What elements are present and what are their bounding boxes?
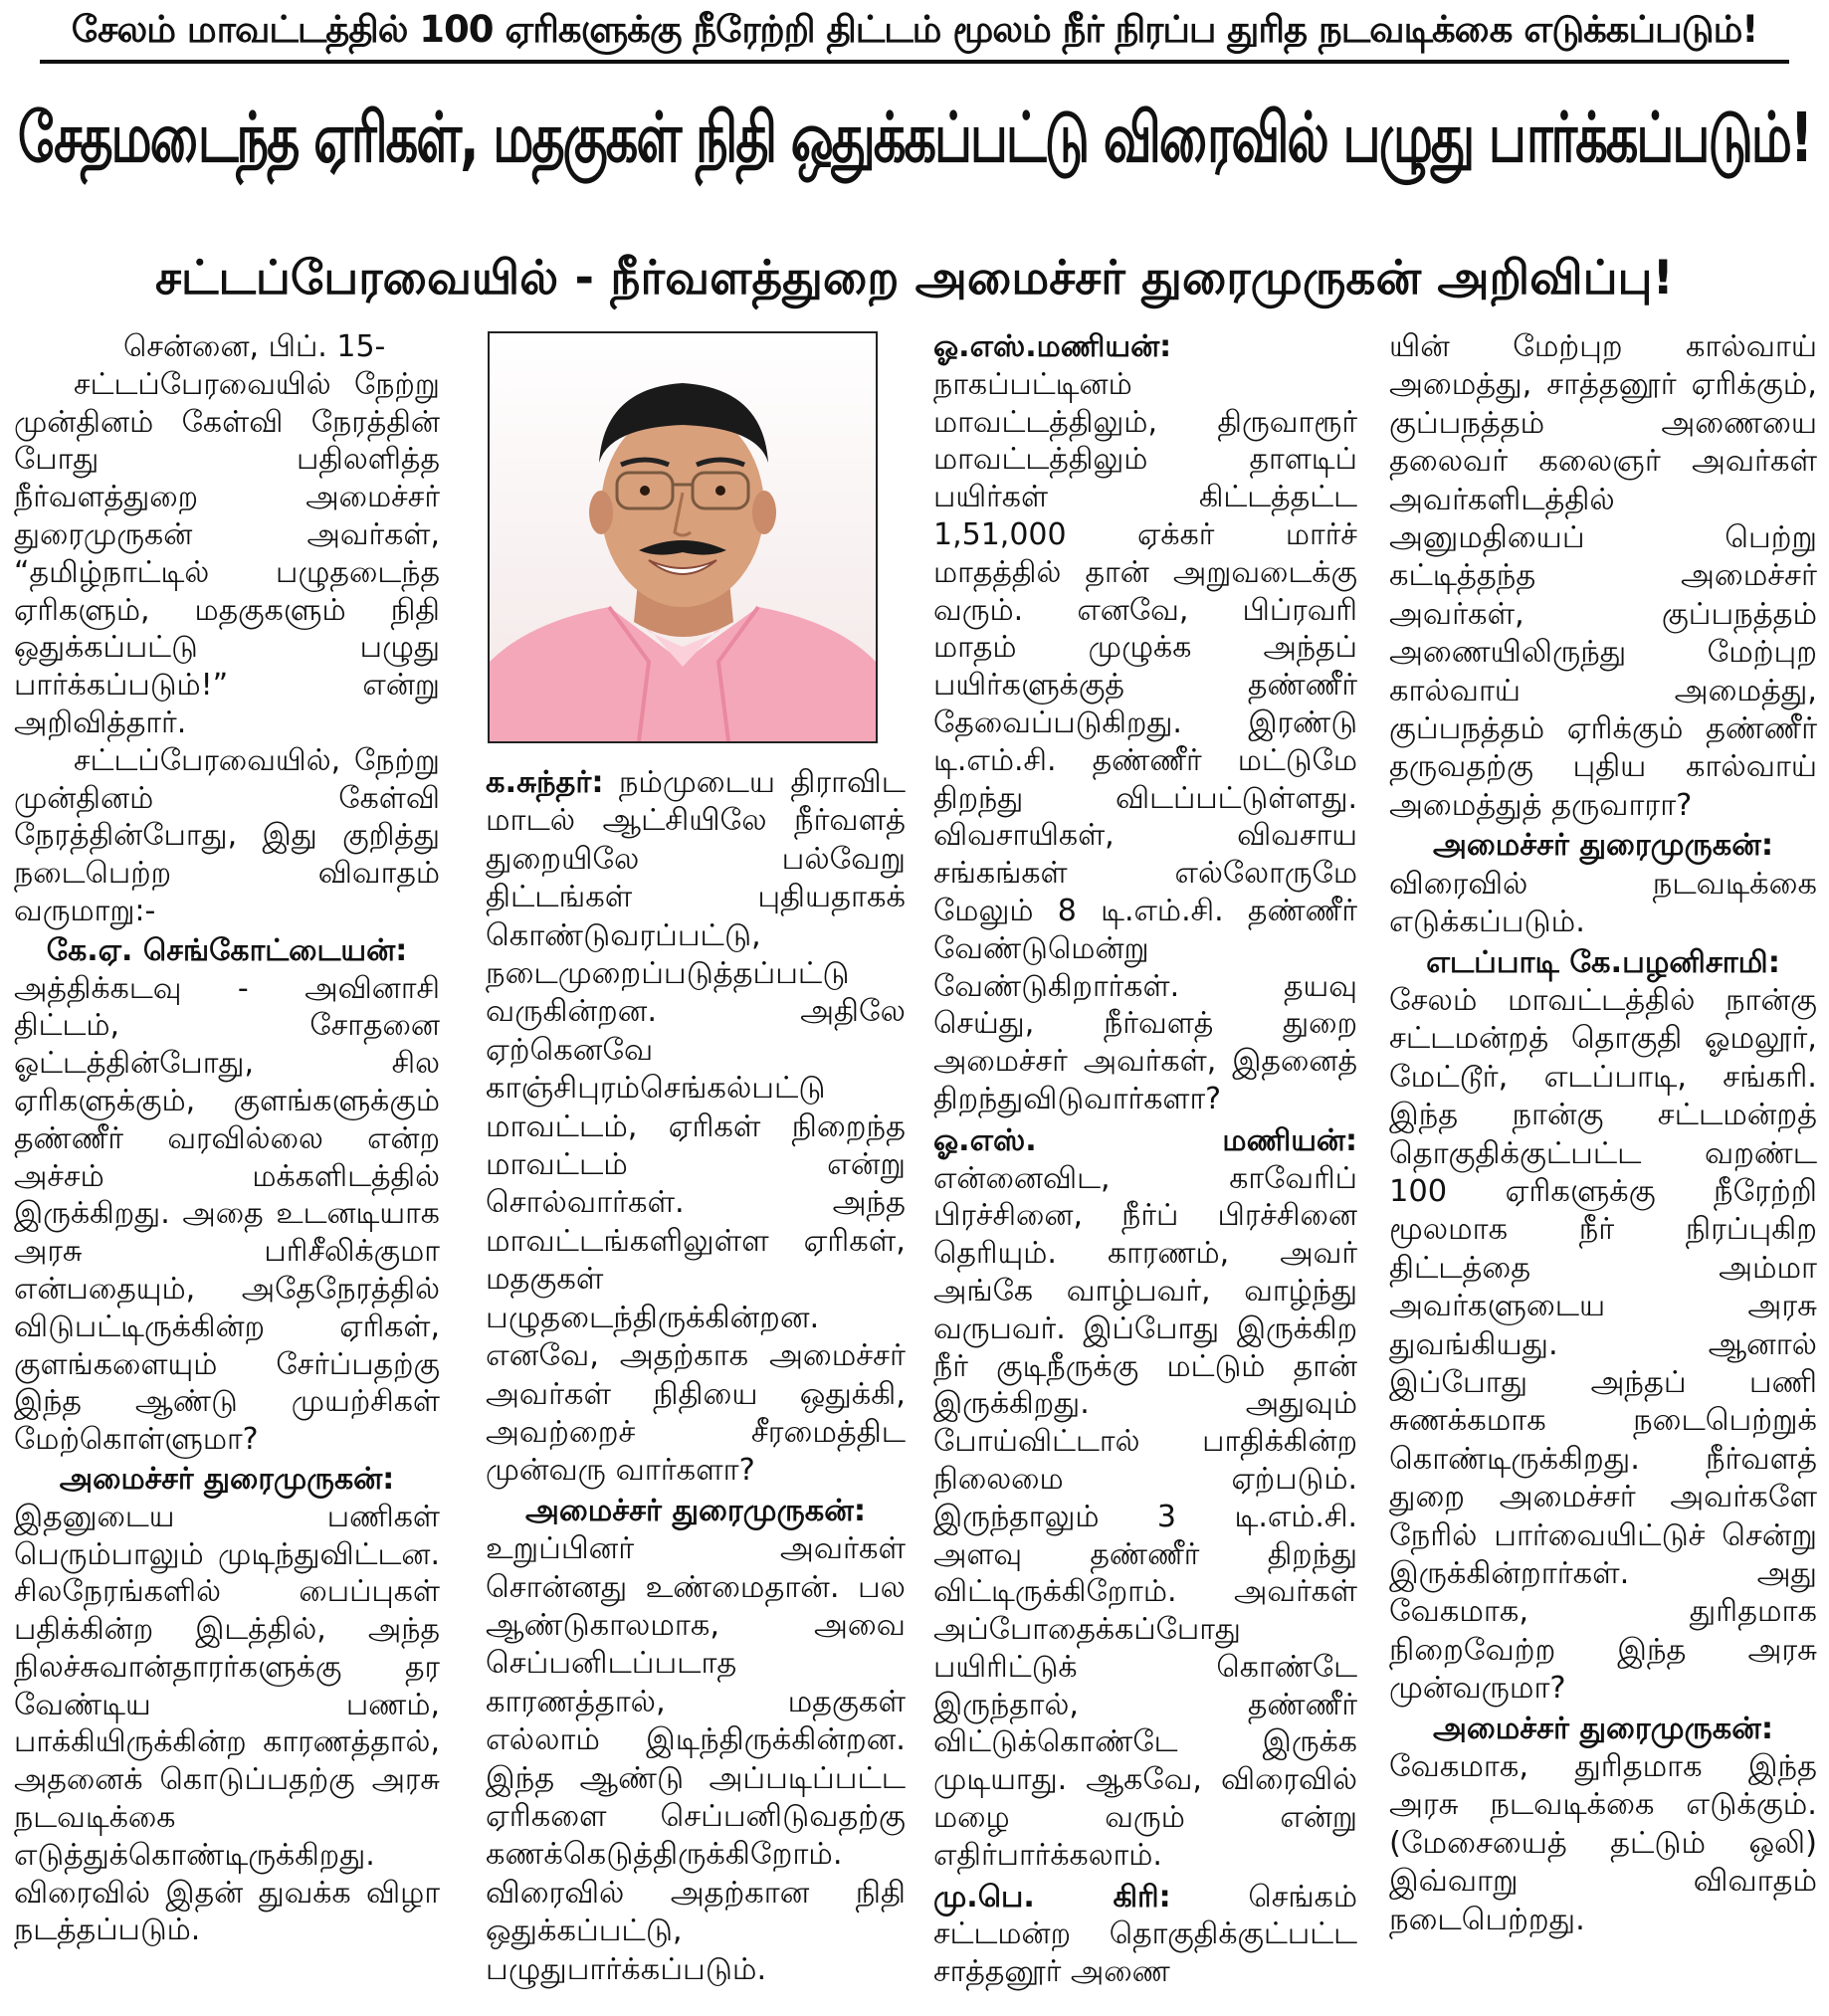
portrait-illustration xyxy=(490,333,876,741)
speaker-name: அமைச்சர் துரைமுருகன்: xyxy=(59,1461,395,1497)
paragraph: வேகமாக, துரிதமாக இந்த அரசு நடவடிக்கை எடுக்கும். (மேசையைத் தட்டும் ஒலி) இவ்வாறு விவாதம் நடைபெற்றது. xyxy=(1389,1749,1817,1937)
paragraph: சட்டப்பேரவையில், நேற்று முன்தினம் கேள்வி நேரத்தின்போது, இது குறித்து நடைபெற்ற விவாதம் வருமாறு:- xyxy=(14,742,440,928)
paragraph xyxy=(486,764,906,1491)
subheadline: சட்டப்பேரவையில் - நீர்வளத்துறை அமைச்சர் துரைமுருகன் அறிவிப்பு! xyxy=(155,251,1674,305)
article-column-3 xyxy=(933,328,1357,2010)
paragraph: அத்திக்கடவு - அவினாசி திட்டம், சோதனை ஓட்டத்தின்போது, சில ஏரிகளுக்கும், குளங்களுக்கும் தண்ணீர் வரவில்லை என்ற அச்சம் மக்களிடத்தில் இருக்கிறது. அதை உடனடியாக அரசு பரிசீலிக்குமா என்பதையும், அதேநேரத்தில் விடுபட்டிருக்கின்ற ஏரிகள், குளங்களையும் சேர்ப்பதற்கு இந்த ஆண்டு முயற்சிகள் மேற்கொள்ளுமா? xyxy=(14,970,440,1458)
paragraph xyxy=(933,1879,1357,1991)
speaker-name: அமைச்சர் துரைமுருகன்: xyxy=(1432,828,1774,864)
minister-photo xyxy=(488,331,878,743)
speaker-name: க.சுந்தர்: xyxy=(486,765,604,800)
paragraph-text: செங்கம் சட்டமன்ற தொகுதிக்குட்பட்ட சாத்தனூர் அணை xyxy=(933,1879,1357,1990)
paragraph-text: நாகப்பட்டினம் மாவட்டத்திலும், திருவாரூர் மாவட்டத்திலும் தாளடிப் பயிர்கள் கிட்டத்தட்ட 1,51,000 ஏக்கர் மார்ச் மாதத்தில் தான் அறுவடைக்கு வரும். எனவே, பிப்ரவரி மாதம் முழுக்க அந்தப் பயிர்களுக்குத் தண்ணீர் தேவைப்படுகிறது. இரண்டு டி.எம்.சி. தண்ணீர் மட்டுமே திறந்து விடப்பட்டுள்ளது. விவசாயிகள், விவசாய சங்கங்கள் எல்லோருமே மேலும் 8 டி.எம்.சி. தண்ணீர் வேண்டுமென்று வேண்டுகிறார்கள். தயவு செய்து, நீர்வளத் துறை அமைச்சர் அவர்கள், இதனைத் திறந்துவிடுவார்களா? xyxy=(933,366,1357,1116)
article-column-1 xyxy=(14,328,440,2010)
paragraph: சட்டப்பேரவையில் நேற்று முன்தினம் கேள்வி நேரத்தின் போது பதிலளித்த நீர்வளத்துறை அமைச்சர் துரைமுருகன் அவர்கள், “தமிழ்நாட்டில் பழுதடைந்த ஏரிகளும், மதகுகளும் நிதி ஒதுக்கப்பட்டு பழுது பார்க்கப்படும்!” என்று அறிவித்தார். xyxy=(14,366,440,740)
kicker-rule xyxy=(40,60,1789,64)
paragraph xyxy=(933,1122,1357,1875)
paragraph: யின் மேற்புற கால்வாய் அமைத்து, சாத்தனூர் ஏரிக்கும், குப்பநத்தம் அணையை தலைவர் கலைஞர் அவர்கள் அவர்களிடத்தில் அனுமதியைப் பெற்று கட்டித்தந்த அமைச்சர் அவர்கள், குப்பநத்தம் அணையிலிருந்து மேற்புற கால்வாய் அமைத்து, குப்பநத்தம் ஏரிக்கும் தண்ணீர் தருவதற்கு புதிய கால்வாய் அமைத்துத் தருவாரா? xyxy=(1389,329,1817,823)
headline: சேதமடைந்த ஏரிகள், மதகுகள் நிதி ஒதுக்கப்பட்டு விரைவில் பழுது பார்க்கப்படும்! xyxy=(17,100,1812,179)
article-column-2 xyxy=(486,764,906,2010)
article-column-4 xyxy=(1389,328,1817,2010)
paragraph: விரைவில் நடவடிக்கை எடுக்கப்படும். xyxy=(1389,866,1817,940)
paragraph xyxy=(933,328,1357,1118)
paragraph: இதனுடைய பணிகள் பெரும்பாலும் முடிந்துவிட்டன. சிலநேரங்களில் பைப்புகள் பதிக்கின்ற இடத்தில், அந்த நிலச்சுவான்தாரர்களுக்கு தர வேண்டிய பணம், பாக்கியிருக்கின்ற காரணத்தால், அதனைக் கொடுப்பதற்கு அரசு நடவடிக்கை எடுத்துக்கொண்டிருக்கிறது. விரைவில் இதன் துவக்க விழா நடத்தப்படும். xyxy=(14,1499,440,1948)
speaker-name: ஓ.எஸ்.மணியன்: xyxy=(933,329,1172,364)
speaker-name: அமைச்சர் துரைமுருகன்: xyxy=(524,1493,867,1528)
paragraph-text: நம்முடைய திராவிட மாடல் ஆட்சியிலே நீர்வளத் துறையிலே பல்வேறு திட்டங்கள் புதியதாகக் கொண்டுவரப்பட்டு, நடைமுறைப்படுத்தப்பட்டு வருகின்றன. அதிலே ஏற்கெனவே காஞ்சிபுரம்செங்கல்பட்டு மாவட்டம், ஏரிகள் நிறைந்த மாவட்டம் என்று சொல்வார்கள். அந்த மாவட்டங்களிலுள்ள ஏரிகள், மதகுகள் பழுதடைந்திருக்கின்றன. எனவே, அதற்காக அமைச்சர் அவர்கள் நிதியை ஒதுக்கி, அவற்றைச் சீரமைத்திட முன்வரு வார்களா? xyxy=(486,765,906,1489)
speaker-name: எடப்பாடி கே.பழனிசாமி: xyxy=(1426,944,1780,980)
kicker-line: சேலம் மாவட்டத்தில் 100 ஏரிகளுக்கு நீரேற்றி திட்டம் மூலம் நீர் நிரப்ப துரித நடவடிக்கை எடுக்கப்படும்! xyxy=(71,8,1758,51)
speaker-name: மு.பெ. கிரி: xyxy=(933,1879,1171,1915)
dateline: சென்னை, பிப். 15- xyxy=(123,329,386,364)
paragraph-text: என்னைவிட, காவேரிப் பிரச்சினை, நீர்ப் பிரச்சினை தெரியும். காரணம், அவர் அங்கே வாழ்பவர், வாழ்ந்து வருபவர். இப்போது இருக்கிற நீர் குடிநீருக்கு மட்டும் தான் இருக்கிறது. அதுவும் போய்விட்டால் பாதிக்கின்ற நிலைமை ஏற்படும். இருந்தாலும் 3 டி.எம்.சி. அளவு தண்ணீர் திறந்து விட்டிருக்கிறோம். அவர்கள் அப்போதைக்கப்போது பயிரிட்டுக் கொண்டே இருந்தால், தண்ணீர் விட்டுக்கொண்டே இருக்க முடியாது. ஆகவே, விரைவில் மழை வரும் என்று எதிர்பார்க்கலாம். xyxy=(933,1160,1357,1873)
speaker-name: கே.ஏ. செங்கோட்டையன்: xyxy=(46,932,408,968)
paragraph: சேலம் மாவட்டத்தில் நான்கு சட்டமன்றத் தொகுதி ஓமலூர், மேட்டூர், எடப்பாடி, சங்கரி. இந்த நான்கு சட்டமன்றத் தொகுதிக்குட்பட்ட வறண்ட 100 ஏரிகளுக்கு நீரேற்றி மூலமாக நீர் நிரப்புகிற திட்டத்தை அம்மா அவர்களுடைய அரசு துவங்கியது. ஆனால் இப்போது அந்தப் பணி சுணக்கமாக நடைபெற்றுக் கொண்டிருக்கிறது. நீர்வளத் துறை அமைச்சர் அவர்களே நேரில் பார்வையிட்டுச் சென்று இருக்கின்றார்கள். அது வேகமாக, துரிதமாக நிறைவேற்ற இந்த அரசு முன்வருமா? xyxy=(1389,982,1817,1707)
speaker-name: ஓ.எஸ். மணியன்: xyxy=(933,1122,1357,1158)
speaker-name: அமைச்சர் துரைமுருகன்: xyxy=(1432,1711,1774,1746)
paragraph: உறுப்பினர் அவர்கள் சொன்னது உண்மைதான். பல ஆண்டுகாலமாக, அவை செப்பனிடப்படாத காரணத்தால், மதகுகள் எல்லாம் இடிந்திருக்கின்றன. இந்த ஆண்டு அப்படிப்பட்ட ஏரிகளை செப்பனிடுவதற்கு கணக்கெடுத்திருக்கிறோம். விரைவில் அதற்கான நிதி ஒதுக்கப்பட்டு, பழுதுபார்க்கப்படும். xyxy=(486,1531,906,1987)
